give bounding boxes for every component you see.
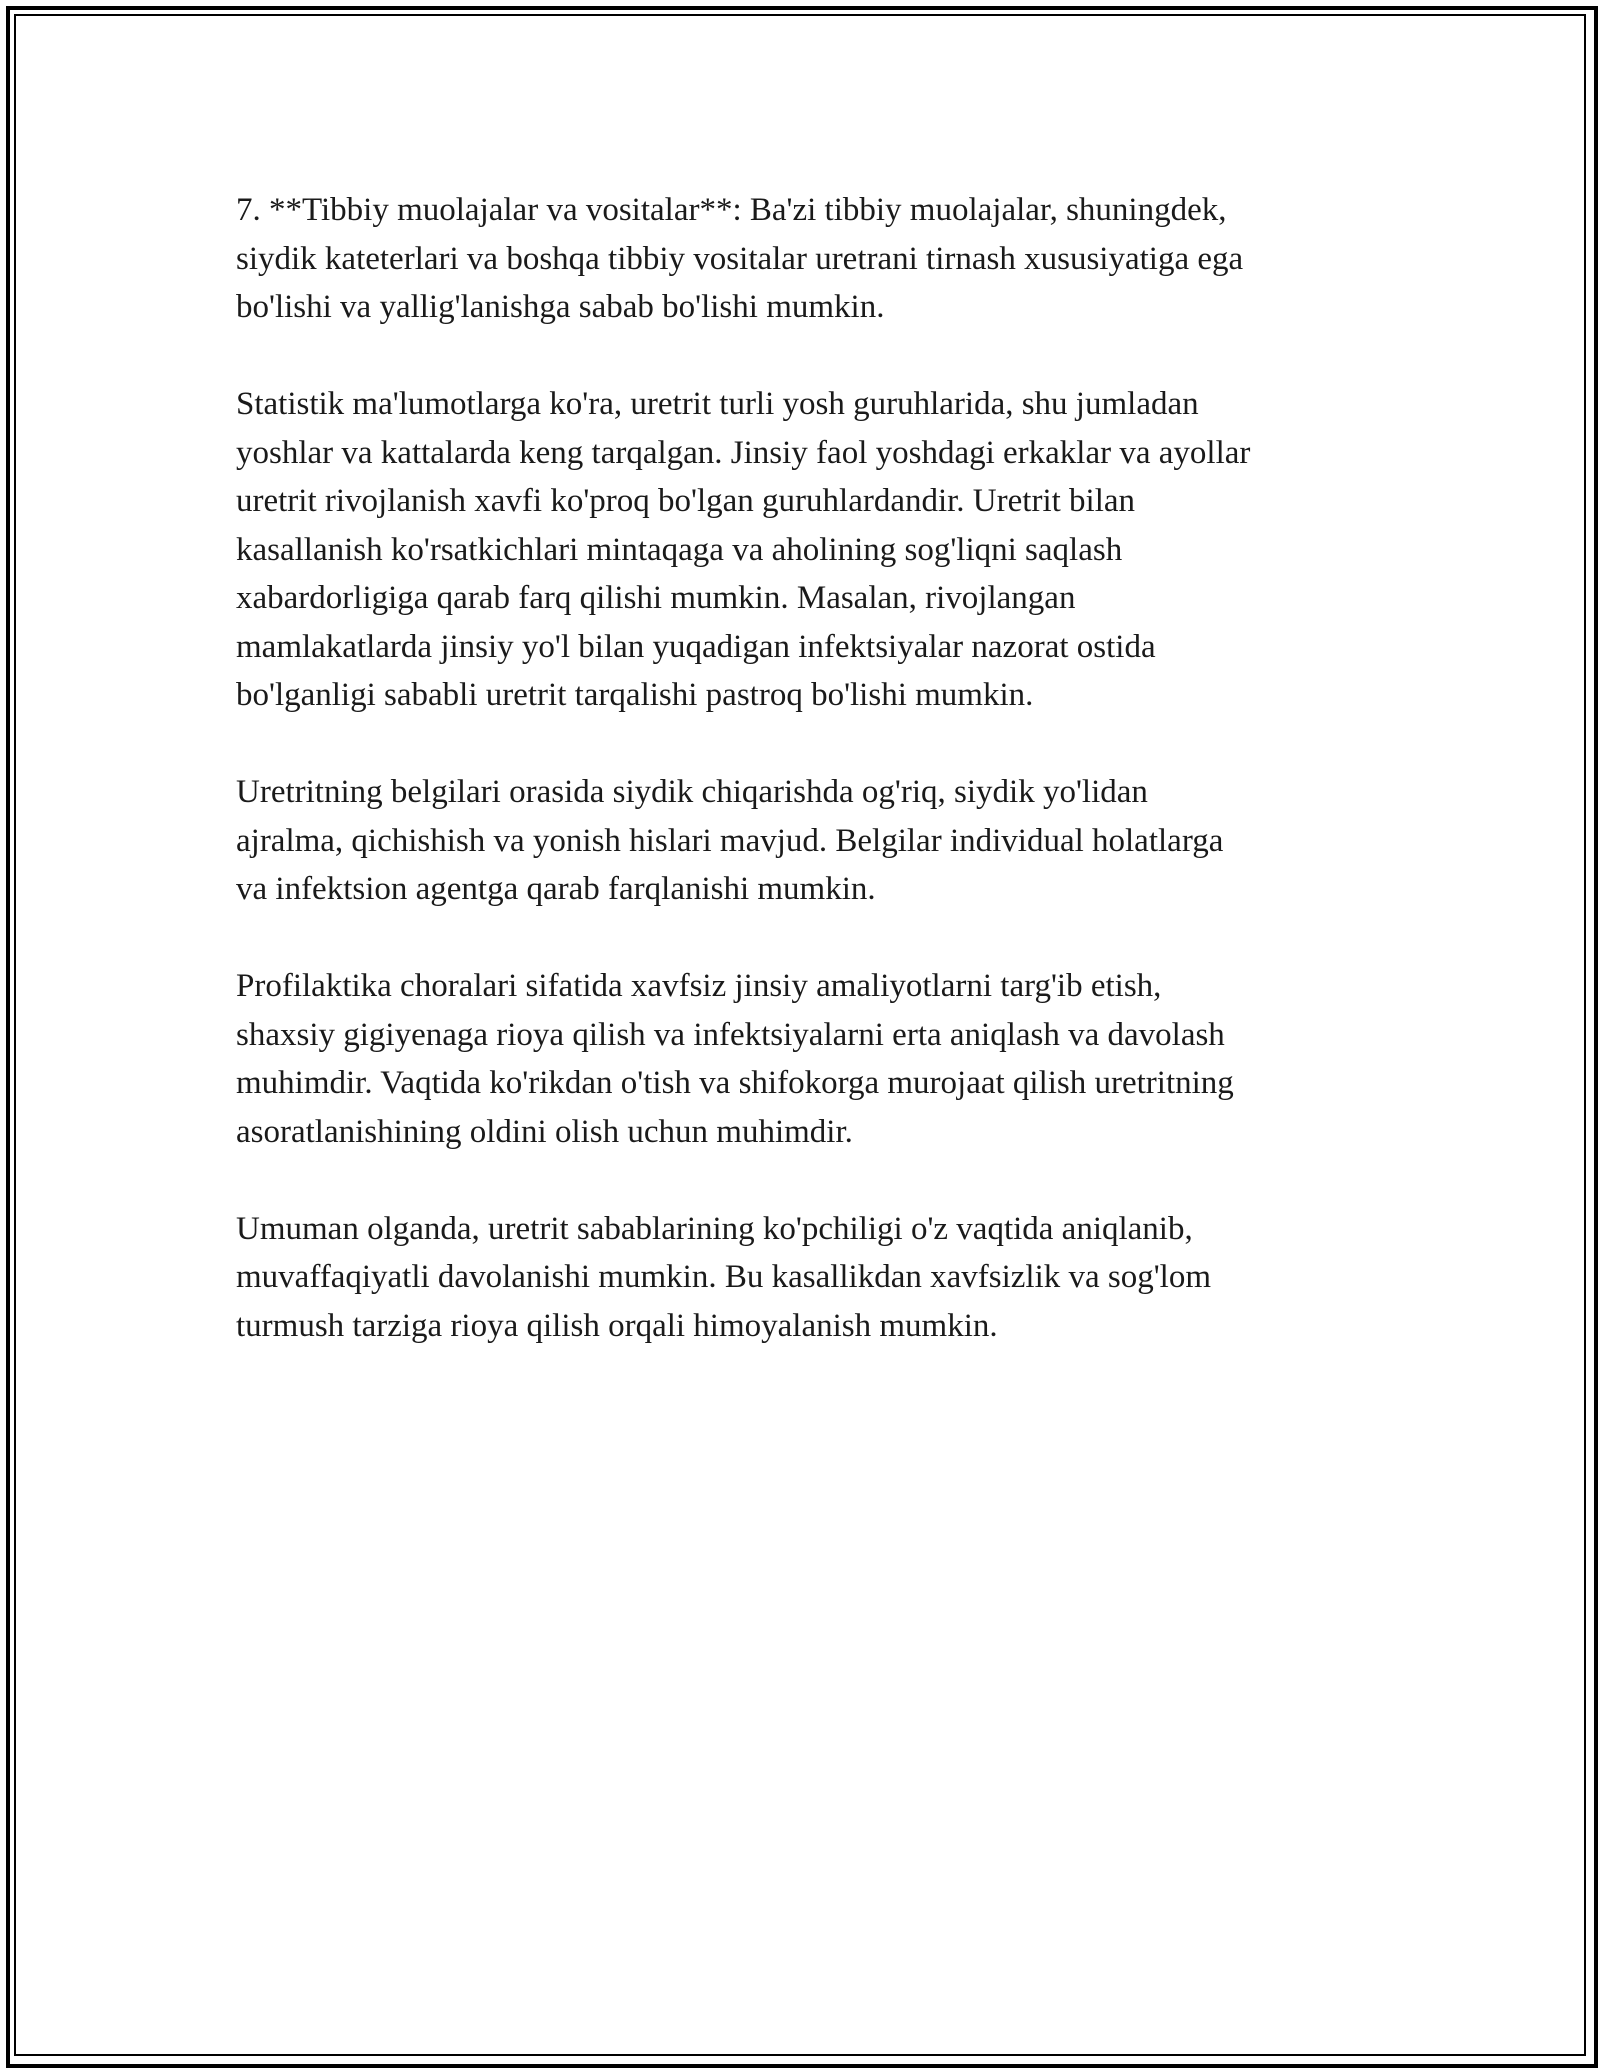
paragraph-prevention xyxy=(236,962,1386,1156)
text-line: Statistik ma'lumotlarga ko'ra, uretrit turli yosh guruhlarida, shu jumladan xyxy=(236,386,1199,422)
text-line: mamlakatlarda jinsiy yo'l bilan yuqadigan infektsiyalar nazorat ostida xyxy=(236,628,1156,665)
text-line: yoshlar va kattalarda keng tarqalgan. Jinsiy faol yoshdagi erkaklar va ayollar xyxy=(236,434,1251,471)
paragraph-conclusion xyxy=(236,1205,1386,1351)
text-line: siydik kateterlari va boshqa tibbiy vositalar uretrani tirnash xususiyatiga ega xyxy=(236,240,1244,277)
text-line: kasallanish ko'rsatkichlari mintaqaga va aholining sog'liqni saqlash xyxy=(236,531,1123,568)
text-line: asoratlanishining oldini olish uchun muhimdir. xyxy=(236,1113,853,1150)
text-line: Umuman olganda, uretrit sabablarining ko'pchiligi o'z vaqtida aniqlanib, xyxy=(236,1210,1193,1247)
paragraph-symptoms xyxy=(236,768,1386,914)
text-line: shaxsiy gigiyenaga rioya qilish va infektsiyalarni erta aniqlash va davolash xyxy=(236,1016,1225,1053)
text-line: bo'lganligi sababli uretrit tarqalishi pastroq bo'lishi mumkin. xyxy=(236,677,1034,713)
text-line: turmush tarziga rioya qilish orqali himoyalanish mumkin. xyxy=(236,1307,998,1344)
text-line: 7. **Tibbiy muolajalar va vositalar**: Ba'zi tibbiy muolajalar, shuningdek, xyxy=(236,192,1227,228)
text-line: Profilaktika choralari sifatida xavfsiz jinsiy amaliyotlarni targ'ib etish, xyxy=(236,968,1162,1004)
document-body xyxy=(236,186,1386,1399)
text-line: bo'lishi va yallig'lanishga sabab bo'lishi mumkin. xyxy=(236,289,885,325)
paragraph-statistics xyxy=(236,380,1386,720)
text-line: ajralma, qichishish va yonish hislari mavjud. Belgilar individual holatlarga xyxy=(236,822,1224,859)
paragraph-medical-procedures xyxy=(236,186,1386,332)
text-line: Uretritning belgilari orasida siydik chiqarishda og'riq, siydik yo'lidan xyxy=(236,774,1148,810)
text-line: va infektsion agentga qarab farqlanishi mumkin. xyxy=(236,871,876,907)
text-line: muhimdir. Vaqtida ko'rikdan o'tish va shifokorga murojaat qilish uretritning xyxy=(236,1065,1234,1101)
text-line: muvaffaqiyatli davolanishi mumkin. Bu kasallikdan xavfsizlik va sog'lom xyxy=(236,1259,1212,1295)
text-line: xabardorligiga qarab farq qilishi mumkin. Masalan, rivojlangan xyxy=(236,580,1076,616)
text-line: uretrit rivojlanish xavfi ko'proq bo'lgan guruhlardandir. Uretrit bilan xyxy=(236,483,1136,519)
